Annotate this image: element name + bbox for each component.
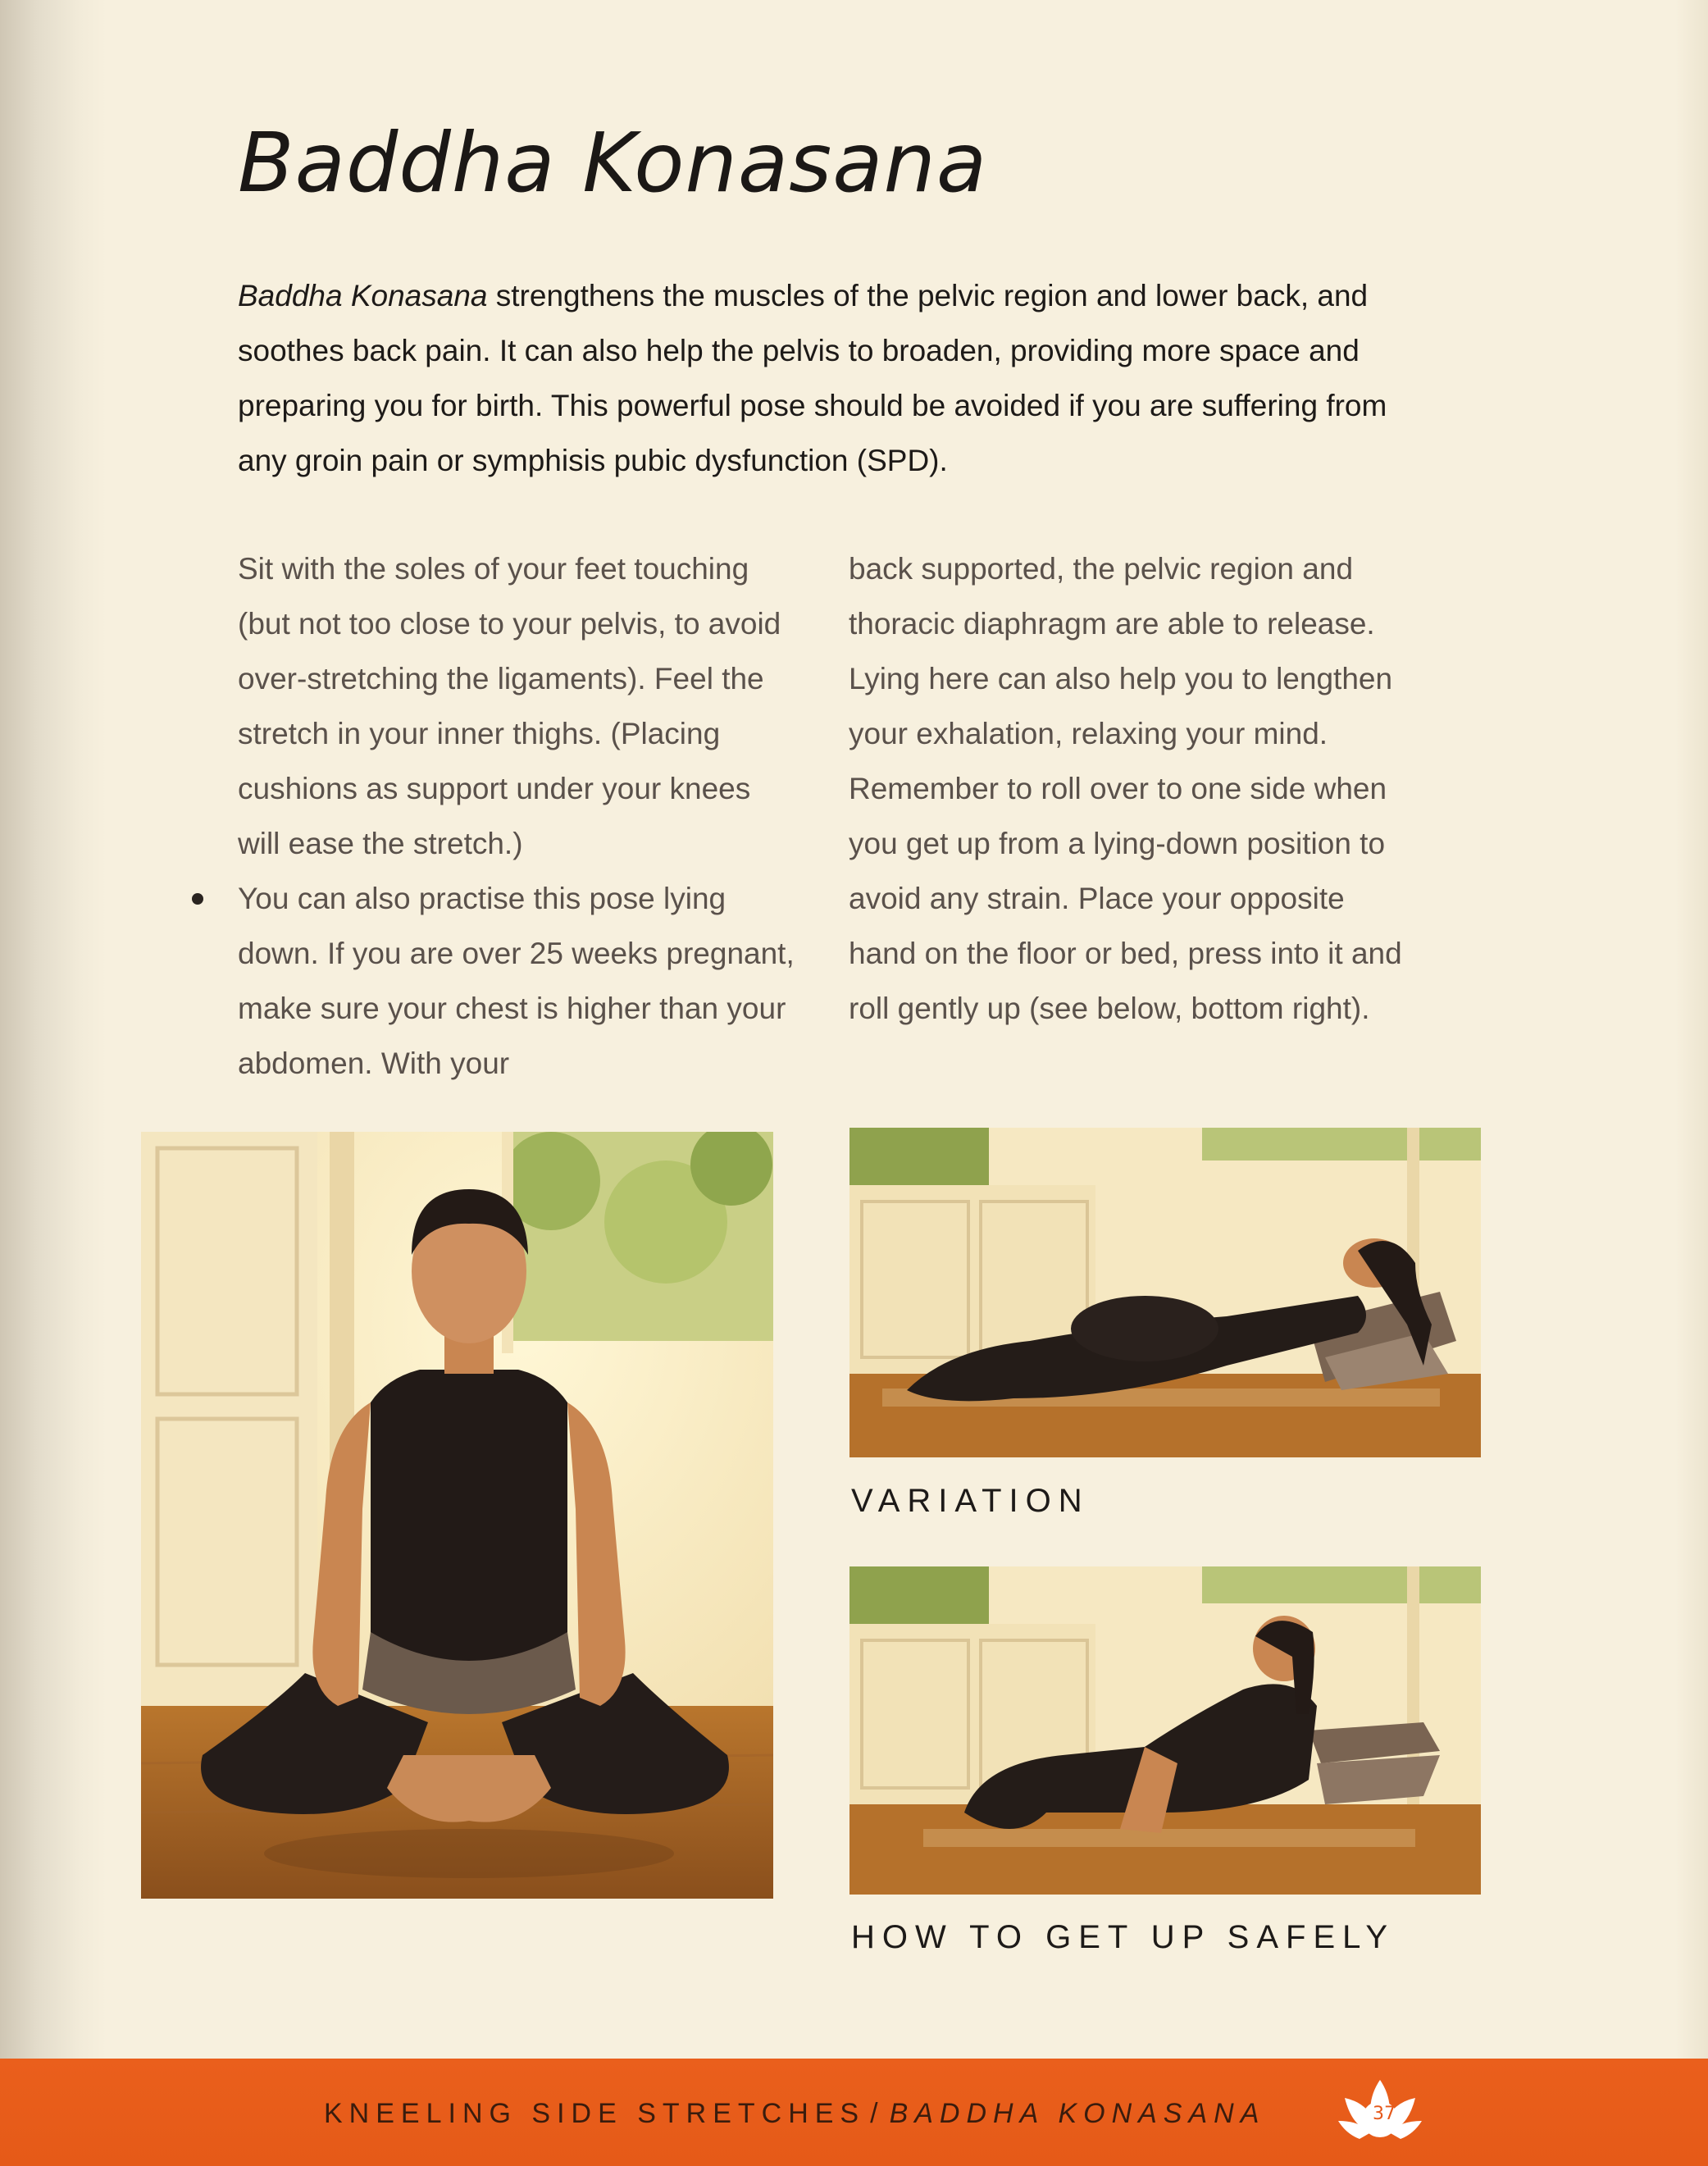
intro-text: strengthens the muscles of the pelvic region and lower back, and soothes back pain. It can also help the pelvis to broaden, providing more space and preparing you for birth. This powerful pose should be avoided if you are suffering from any groin pain or symphisis pubic dysfunction (SPD). bbox=[238, 279, 1387, 477]
intro-paragraph bbox=[238, 268, 1410, 488]
running-footer bbox=[324, 2098, 1265, 2130]
page-edge bbox=[1675, 0, 1708, 2166]
page-gutter-shadow bbox=[0, 0, 107, 2166]
footer-separator: / bbox=[870, 2098, 885, 2129]
footer-pose: BADDHA KONASANA bbox=[889, 2098, 1266, 2129]
bullet-icon bbox=[192, 893, 203, 905]
body-paragraph-2: You can also practise this pose lying down. If you are over 25 weeks pregnant, make sure your chest is higher than your abdomen. With your bbox=[238, 882, 795, 1080]
body-paragraph-3: back supported, the pelvic region and thoracic diaphragm are able to release. Lying here can also help you to lengthen your exhalation, relaxing your mind. Remember to roll over to one side when you get up from a lying-down position to avoid any strain. Place your opposite hand on the floor or bed, press into it and roll gently up (see below, bottom right). bbox=[849, 552, 1402, 1025]
caption-get-up-safely: HOW TO GET UP SAFELY bbox=[851, 1919, 1396, 1955]
photo-seated-pose bbox=[141, 1132, 773, 1899]
body-column-right bbox=[849, 541, 1406, 1036]
photo-get-up-safely bbox=[849, 1566, 1481, 1895]
body-paragraph-1: Sit with the soles of your feet touching (but not too close to your pelvis, to avoid over-stretching the ligaments). Feel the stretch in your inner thighs. (Placing cushions as support under your knees will ease the stretch.) bbox=[238, 552, 781, 860]
caption-variation: VARIATION bbox=[851, 1483, 1090, 1519]
footer-section: KNEELING SIDE STRETCHES bbox=[324, 2098, 866, 2129]
intro-pose-name: Baddha Konasana bbox=[238, 279, 488, 312]
page-title: Baddha Konasana bbox=[238, 115, 988, 211]
body-column-left bbox=[238, 541, 795, 1091]
page-number: 37 bbox=[1373, 2104, 1396, 2124]
photo-variation bbox=[849, 1128, 1481, 1457]
